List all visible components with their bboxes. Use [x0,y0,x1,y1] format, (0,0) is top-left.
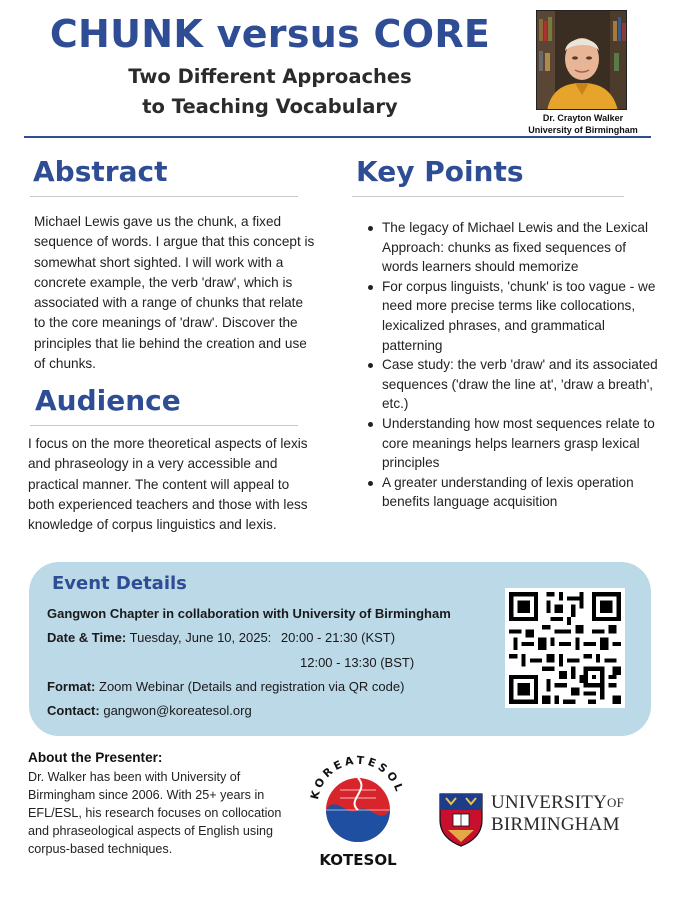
uob-line-2: BIRMINGHAM [491,814,620,835]
time-kst: 20:00 - 21:30 (KST) [280,630,396,645]
key-points-list [366,218,666,512]
datetime-value: Tuesday, June 10, 2025: [129,630,272,645]
subtitle-line-2: to Teaching Vocabulary [142,95,398,118]
audience-divider [30,425,298,426]
audience-heading: Audience [35,384,181,417]
uob-of: OF [607,795,625,810]
presenter-photo [536,10,627,110]
presenter-name: Dr. Crayton Walker [542,113,624,123]
event-organizer [47,606,451,621]
kotesol-ring-text: KOREATESOL [308,753,407,801]
abstract-divider [30,196,298,197]
key-point-item: Case study: the verb 'draw' and its associated sequences ('draw the line at', 'draw a breath', etc.) [366,355,666,414]
audience-text: I focus on the more theoretical aspects of lexis and phraseology in a very accessible and practical manner. The content will appeal to both experienced teachers and those with less knowledge of corpus linguistics and lexis. [28,436,308,533]
abstract-heading: Abstract [33,155,168,188]
presenter-affiliation: University of Birmingham [528,125,638,135]
uob-crest-icon [436,790,486,848]
contact-email[interactable]: gangwon@koreatesol.org [103,703,252,718]
kotesol-logo [300,742,415,870]
time-bst: 12:00 - 13:30 (BST) [300,655,415,670]
event-details-heading: Event Details [52,573,187,594]
event-datetime [47,630,395,645]
event-organizer-text: Gangwon Chapter in collaboration with University of Birmingham [47,606,451,621]
key-point-item: Understanding how most sequences relate to core meanings helps learners grasp lexical principles [366,414,666,473]
event-format [47,679,404,694]
key-point-item: A greater understanding of lexis operation benefits language acquisition [366,473,666,512]
page-subtitle [70,62,470,122]
abstract-text: Michael Lewis gave us the chunk, a fixed sequence of words. I argue that this concept is somewhat short sighted. I will work with a concrete example, the verb 'draw', which is associated with a range of chunks that relate to the core meanings of 'draw'. Discover the principles that lie behind the creation and use of chunks. [34,214,315,372]
format-value: Zoom Webinar (Details and registration via QR code) [99,679,405,694]
subtitle-line-1: Two Different Approaches [128,65,412,88]
about-presenter-text: Dr. Walker has been with University of Birmingham since 2006. With 25+ years in EFL/ESL, his research focuses on collocation and phraseological aspects of English using corpus-based techniques. [28,770,282,856]
presenter-caption [505,112,661,136]
about-presenter-heading: About the Presenter: [28,750,163,765]
key-points-heading: Key Points [356,155,524,188]
page-title: CHUNK versus CORE [49,12,491,56]
event-contact [47,703,252,718]
key-point-item: For corpus linguists, 'chunk' is too vague - we need more precise terms like collocations, lexicalized phrases, and grammatical patterning [366,277,666,355]
key-point-item: The legacy of Michael Lewis and the Lexical Approach: chunks as fixed sequences of words learners should memorize [366,218,666,277]
uob-wordmark [491,792,624,836]
kotesol-name: KOTESOL [319,851,397,869]
contact-label: Contact: [47,703,100,718]
key-points-divider [352,196,624,197]
registration-qr-code[interactable] [505,588,625,708]
datetime-label: Date & Time: [47,630,127,645]
header-divider [24,136,651,138]
format-label: Format: [47,679,96,694]
uob-line-1: UNIVERSITY [491,792,607,813]
